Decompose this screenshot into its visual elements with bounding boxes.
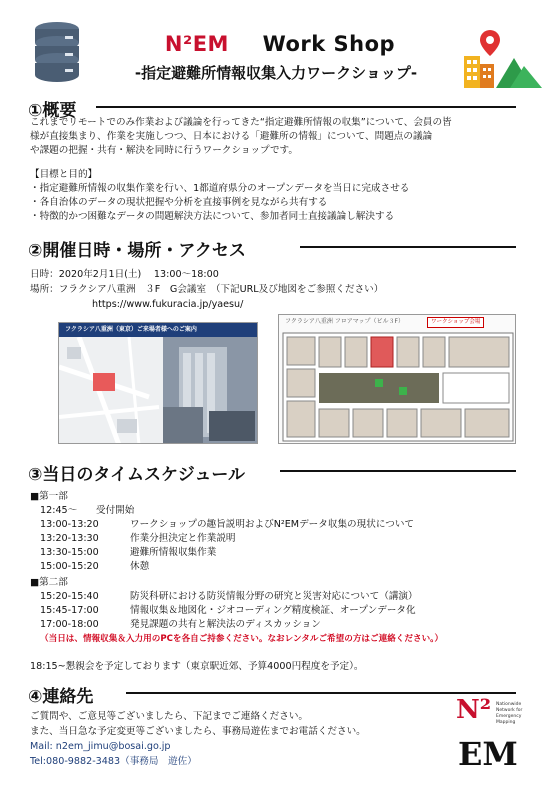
title-workshop: Work Shop [262,32,396,56]
contact-line-1: ご質問や、ご意見等ございましたら、下記までご連絡ください。 [30,711,309,722]
workshop-room-tag: ワークショップ会場 [427,317,484,328]
venue-rule [300,246,516,248]
city-map-pin-icon [452,28,542,88]
title-brand: N²EM [164,32,229,56]
floor-map-caption: フクラシア八重洲 フロアマップ（ビル３F） [285,318,404,325]
part2-title: ■第二部 [30,577,68,588]
goal-item-3: ・特徴的かつ困難なデータの問題解決方法について、参加者同士直接議論し解決する [30,211,395,222]
access-map-caption: フクラシア八重洲（東京）ご来場者様へのご案内 [59,323,257,337]
contact-line-2: また、当日急な予定変更等ございましたら、事務局遊佐までお電話ください。 [30,726,366,737]
venue-heading: ②開催日時・場所・アクセス [28,241,246,261]
n2em-logo [456,696,528,780]
overview-line-1: これまでリモートでのみ作業および議論を行ってきた“指定避難所情報の収集”について、会員の皆 [30,117,452,128]
access-map-image [58,322,258,444]
schedule-time: 13:00-13:20 [40,519,99,530]
street-map-graphic [59,337,258,444]
schedule-desc: 発見課題の共有と解決法のディスカッション [130,619,321,630]
event-date: 日時：2020年2月1日(土) 13:00～18:00 [30,269,219,280]
floor-map-image [278,314,516,444]
schedule-desc: 避難所情報収集作業 [130,547,217,558]
contact-heading: ④連絡先 [28,687,94,707]
schedule-time: 15:20-15:40 [40,591,99,602]
page-subtitle: -指定避難所情報収集入力ワークショップ- [134,64,418,82]
schedule-desc: 防災科研における防災情報分野の研究と災害対応について（講演） [130,591,418,602]
schedule-time: 12:45～ [40,505,78,516]
contact-phone: Tel:080-9882-3483（事務局 遊佐） [30,756,197,767]
venue-url-link[interactable]: https://www.fukuracia.jp/yaesu/ [92,299,244,310]
schedule-time: 13:20-13:30 [40,533,99,544]
logo-em: EM [458,735,518,773]
schedule-desc: 休憩 [130,561,150,572]
schedule-time: 17:00-18:00 [40,619,99,630]
logo-n2: N² [456,695,492,725]
pc-note: （当日は、情報収集＆入力用のPCを各自ご持参ください。なおレンタルご希望の方はご連絡ください。） [40,634,444,644]
schedule-desc: 受付開始 [96,505,135,516]
overview-rule [96,106,516,108]
database-icon [32,20,82,82]
part1-title: ■第一部 [30,491,68,502]
schedule-desc: 情報収集＆地図化・ジオコーディング精度検証、オープンデータ化 [130,605,416,616]
goal-item-2: ・各自治体のデータの現状把握や分析を直接事例を見ながら共有する [30,197,328,208]
overview-line-2: 様が直接集まり、作業を実施しつつ、日本における「避難所の情報」について、問題点の議論 [30,131,433,142]
schedule-desc: 作業分担決定と作業説明 [130,533,236,544]
contact-email-link[interactable]: Mail: n2em_jimu@bosai.go.jp [30,741,171,752]
schedule-rule [280,470,516,472]
schedule-heading: ③当日のタイムスケジュール [28,465,246,485]
logo-tagline: Nationwide Network for Emergency Mapping [496,702,523,725]
schedule-time: 15:45-17:00 [40,605,99,616]
schedule-desc: ワークショップの趣旨説明およびN²EMデータ収集の現状について [130,519,415,530]
goal-item-1: ・指定避難所情報の収集作業を行い、1都道府県分のオープンデータを当日に完成させる [30,183,410,194]
schedule-time: 13:30-15:00 [40,547,99,558]
schedule-time: 15:00-15:20 [40,561,99,572]
overview-line-3: や課題の把握・共有・解決を同時に行うワークショップです。 [30,145,298,156]
goals-title: 【目標と目的】 [30,169,98,180]
event-place: 場所：フラクシア八重洲 ３F G会議室 （下記URL及び地図をご参照ください） [30,284,384,295]
contact-rule [126,692,516,694]
party-note: 18:15~懇親会を予定しております（東京駅近郊、予算4000円程度を予定）。 [30,661,364,672]
page-title [150,32,410,56]
overview-heading: ①概要 [28,101,77,121]
floor-plan-graphic [279,329,516,444]
